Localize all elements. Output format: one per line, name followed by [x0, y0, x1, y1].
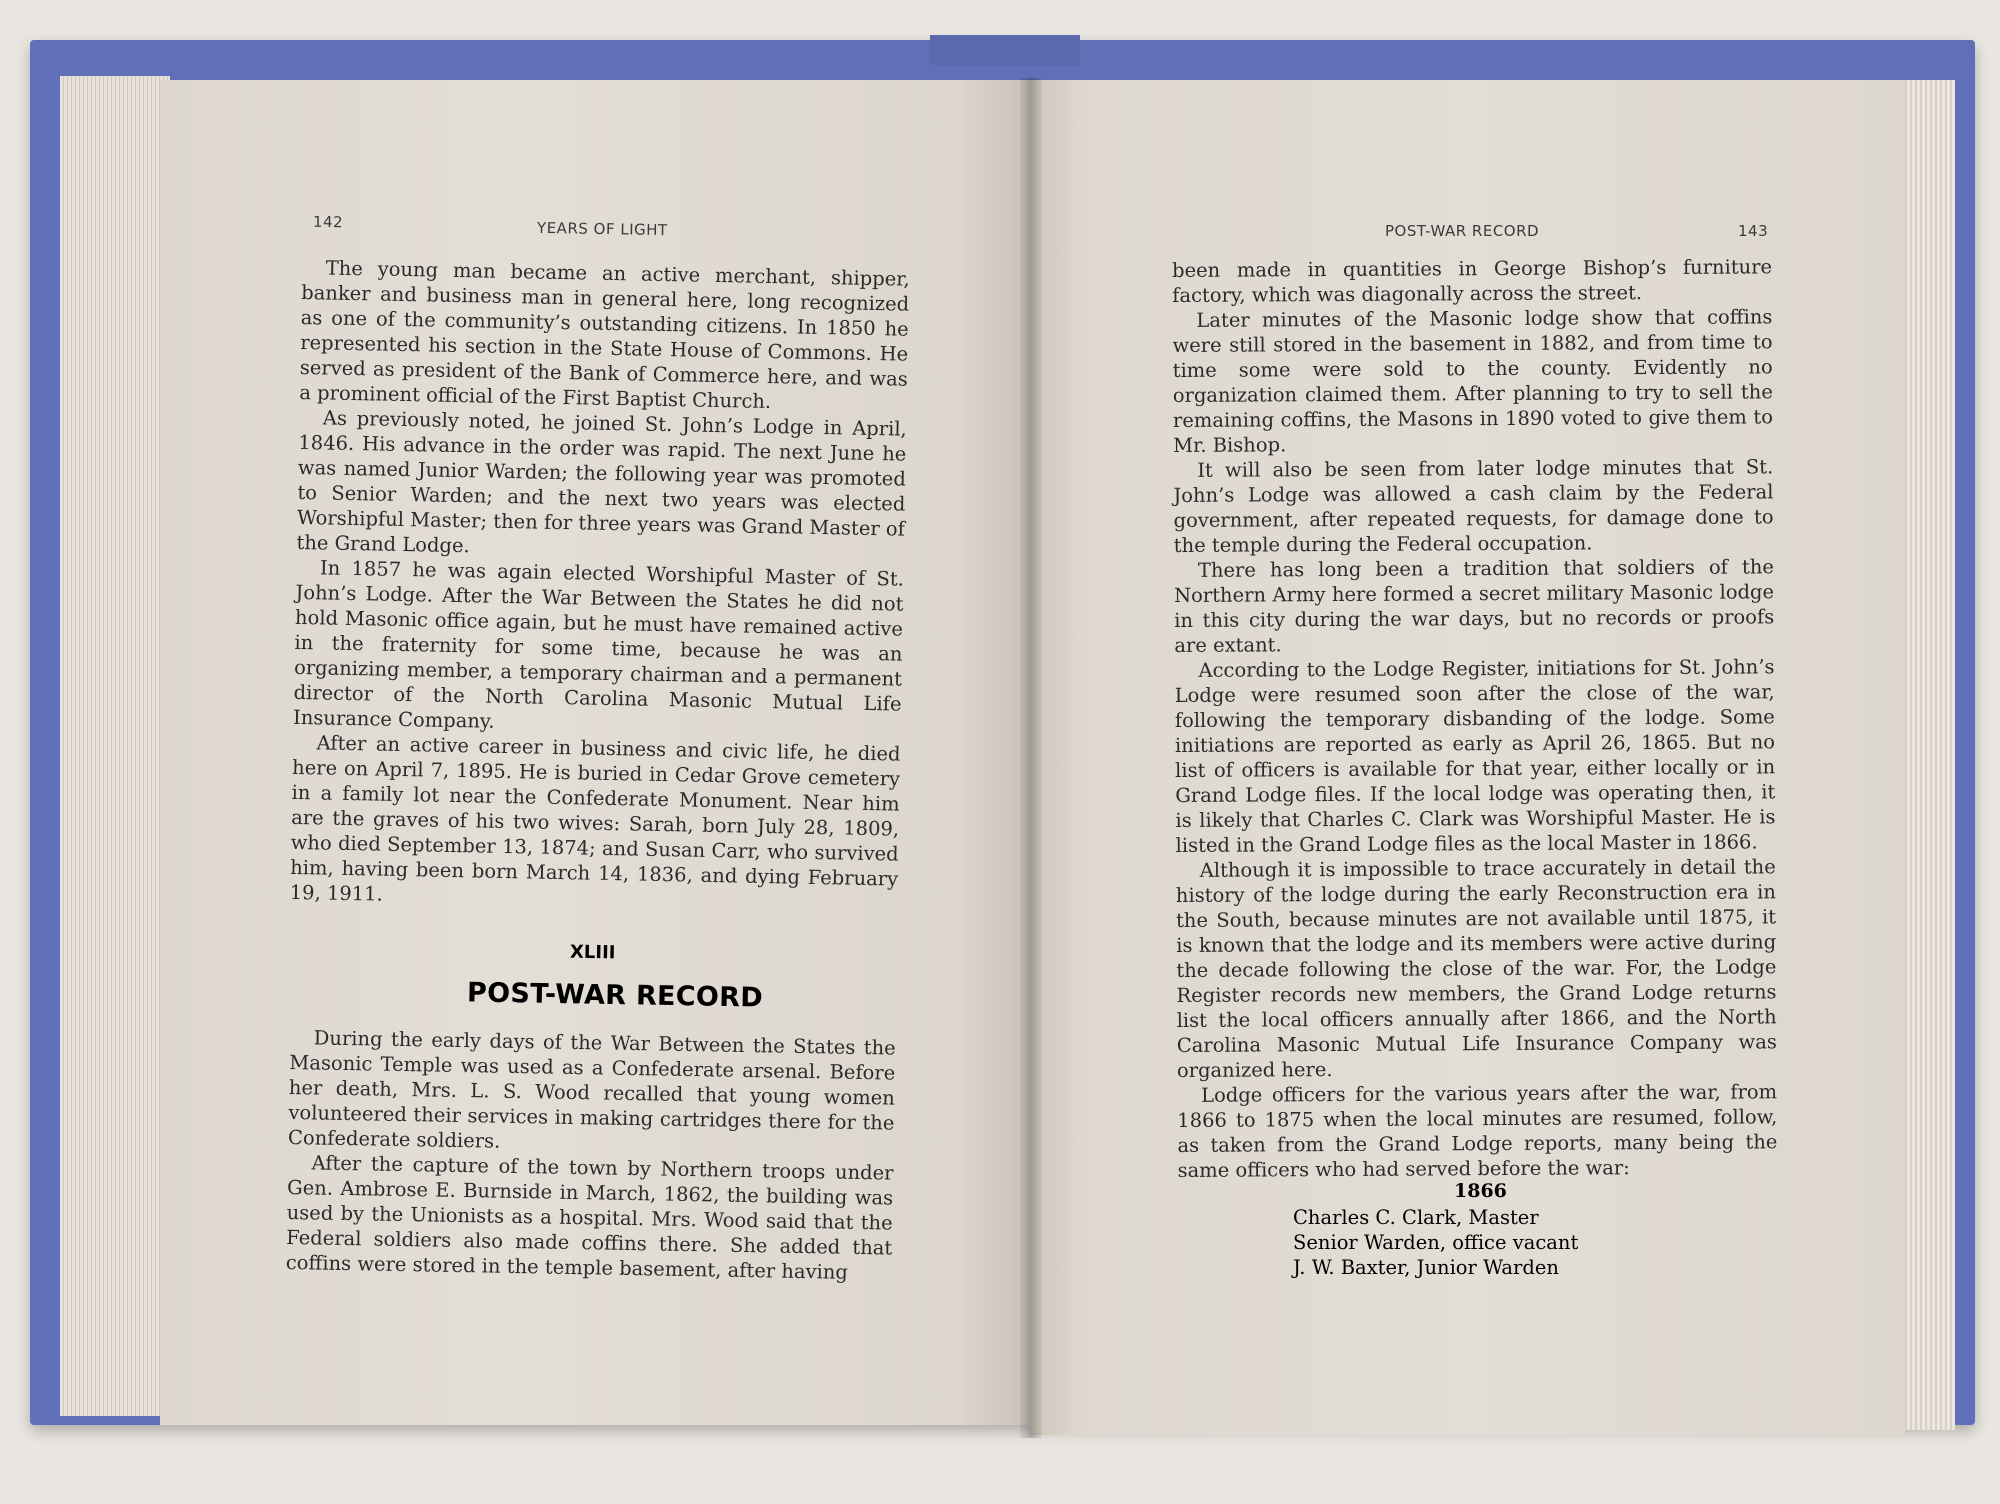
gutter-shadow — [1020, 78, 1042, 1438]
right-body — [1172, 254, 1778, 1183]
paragraph: During the early days of the War Between the States the Masonic Temple was used as a Confederate arsenal. Before her death, Mrs. L. S. Wood recalled that young women volunteered their services in making cartridges there for the Confederate soldiers. — [287, 1026, 896, 1153]
page-edges-left — [60, 76, 170, 1416]
paragraph: There has long been a tradition that soldiers of the Northern Army here formed a secret military Masonic lodge in this city during the war days, but no records or proofs are extant. — [1173, 555, 1775, 657]
book-spine-top — [930, 35, 1080, 65]
officer-entry: Charles C. Clark, Master — [1293, 1206, 1539, 1229]
paragraph: been made in quantities in George Bishop’s furniture factory, which was diagonally across the street. — [1172, 255, 1773, 307]
paragraph: Although it is impossible to trace accurately in detail the history of the lodge during the early Reconstruction era in the South, because minutes are not available until 1875, it is known that the lodge and its members were active during the decade following the close of the war. For, the Lodge Register records new members, the Grand Lodge returns list the local officers annually after 1866, and the North Carolina Masonic Mutual Life Insurance Company was organized here. — [1175, 855, 1777, 1082]
officer-year-heading: 1866 — [1454, 1180, 1507, 1202]
left-page-number: 142 — [312, 212, 344, 232]
paragraph: After an active career in business and civic life, he died here on April 7, 1895. He is buried in Cedar Grove cemetery in a family lot near the Confederate Monument. Near him are the graves of his two wives: Sarah, born July 28, 1809, who died September 13, 1874; and Susan Carr, who survived him, having been born March 14, 1836, and dying February 19, 1911. — [289, 731, 901, 906]
left-body-bottom — [286, 1025, 896, 1286]
officer-entry: J. W. Baxter, Junior Warden — [1293, 1256, 1559, 1279]
paragraph: After the capture of the town by Northern troops under Gen. Ambrose E. Burnside in March, 1862, the building was used by the Unionists as a hospital. Mrs. Wood said that the Federal soldiers also made coffins there. She added that coffins were stored in the temple basement, after having — [285, 1151, 894, 1284]
paragraph: The young man became an active merchant, shipper, banker and business man in general here, long recognized as one of the community’s outstanding citizens. In 1850 he represented his section in the State House of Commons. He served as president of the Bank of Commerce here, and was a prominent official of the First Baptist Church. — [299, 256, 910, 414]
officer-entry: Senior Warden, office vacant — [1293, 1231, 1579, 1254]
paragraph: According to the Lodge Register, initiations for St. John’s Lodge were resumed soon after the close of the war, following the temporary disbanding of the lodge. Some initiations are reported as early as April 26, 1865. But no list of officers is available for that year, either locally or in Grand Lodge files. If the local lodge was operating then, it is likely that Charles C. Clark was Worshipful Master. He is listed in the Grand Lodge files as the local Master in 1866. — [1174, 655, 1776, 857]
paragraph: Later minutes of the Masonic lodge show that coffins were still stored in the basement in 1882, and from time to time some were sold to the county. Evidently no organization claimed them. After planning to try to sell the remaining coffins, the Masons in 1890 voted to give them to Mr. Bishop. — [1172, 305, 1774, 457]
paragraph: In 1857 he was again elected Worshipful Master of St. John’s Lodge. After the War Between the States he did not hold Masonic office again, but he must have remained active in the fraternity for some time, because he was an organizing member, a temporary chairman and a permanent director of the North Carolina Masonic Mutual Life Insurance Company. — [292, 556, 905, 733]
chapter-title: POST-WAR RECORD — [466, 977, 764, 1014]
left-running-head: YEARS OF LIGHT — [536, 218, 668, 240]
paragraph: Lodge officers for the various years after the war, from 1866 to 1875 when the local minutes are resumed, follow, as taken from the Grand Lodge reports, many being the same officers who had served before the war: — [1177, 1080, 1778, 1182]
left-body-top — [290, 255, 910, 917]
officer-list — [1293, 1205, 1578, 1280]
right-page-number: 143 — [1738, 222, 1769, 240]
paragraph: It will also be seen from later lodge minutes that St. John’s Lodge was allowed a cash claim by the Federal government, after repeated requests, for damage done to the temple during the Federal occupation. — [1173, 455, 1774, 557]
right-running-head: POST-WAR RECORD — [1385, 222, 1540, 240]
chapter-number: XLIII — [569, 941, 616, 964]
paragraph: As previously noted, he joined St. John’s Lodge in April, 1846. His advance in the order was rapid. The next June he was named Junior Warden; the following year was promoted to Senior Warden; and the next two years was elected Worshipful Master; then for three years was Grand Master of the Grand Lodge. — [296, 406, 907, 558]
